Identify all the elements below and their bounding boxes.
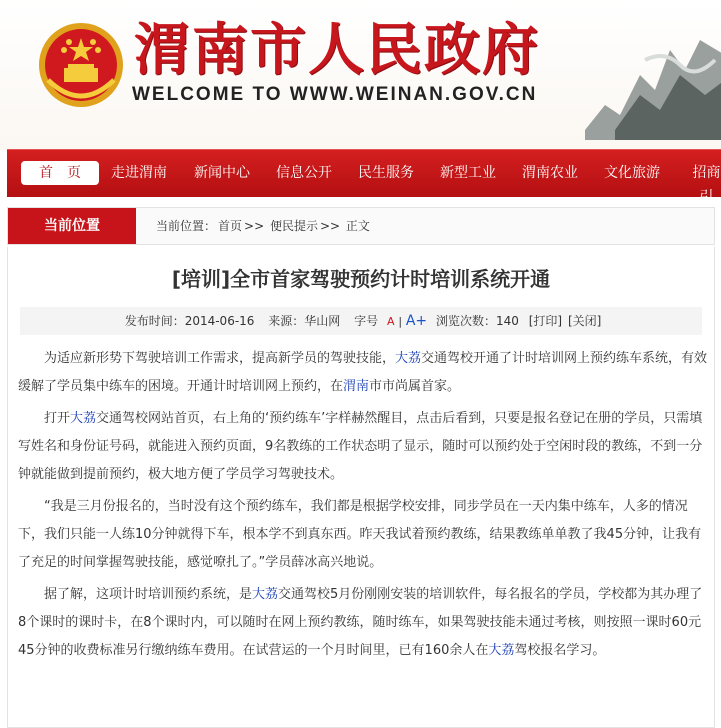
font-size-label: 字号 [354, 314, 379, 328]
text-run: 交通驾校5月份刚刚安装的培训软件，每名报名的学员，学校都为其办理了8个课时的课时卡，在8个课时内，可以随时在网上预约教练，随时练车，如果驾驶技能未通过考核，则按照一课时60元45分钟的收费标准另行缴纳练车费用。在试营运的一个月时间里，已有160余人在 [18, 587, 703, 658]
nav-item-news[interactable]: 新闻中心 [194, 165, 250, 181]
close-button[interactable]: [关闭] [567, 314, 602, 328]
text-run: 为适应新形势下驾驶培训工作需求，提高新学员的驾驶技能， [44, 351, 396, 366]
keyword-link[interactable]: 渭南 [343, 379, 370, 394]
article-meta [20, 307, 702, 335]
mountain-landscape-image [585, 20, 721, 140]
nav-item-industry[interactable]: 新型工业 [440, 165, 496, 181]
print-button[interactable]: [打印] [528, 314, 563, 328]
national-emblem-icon [36, 20, 126, 110]
breadcrumb-separator: >> [319, 219, 341, 233]
article-body [18, 345, 708, 669]
breadcrumb-current: 正文 [345, 219, 370, 233]
paragraph [18, 493, 708, 577]
nav-item-agriculture[interactable]: 渭南农业 [522, 165, 578, 181]
text-run: “我是三月份报名的，当时没有这个预约练车，我们都是根据学校安排，同步学员在一天内集中练车，人多的情况下，我们只能一人练10分钟就得下车，根本学不到真东西。昨天我试着预约教练，结果教练单单教了我45分钟，让我有了充足的时间掌握驾驶技能，感觉嘹扎了。”学员薛冰高兴地说。 [18, 499, 702, 570]
text-run: 市市尚属首家。 [369, 379, 461, 394]
font-separator: | [398, 315, 403, 328]
publish-date: 发布时间：2014-06-16 [124, 314, 255, 328]
text-run: 驾校报名学习。 [514, 643, 606, 658]
view-count: 浏览次数：140 [436, 314, 519, 328]
breadcrumb [7, 207, 715, 245]
text-run: 交通驾校网站首页，右上角的‘预约练车’字样赫然醒目，点击后看到，只要是报名登记在册的学员，只需填写姓名和身份证号码，就能进入预约页面，9名教练的工作状态明了显示，随时可以预约处于空闲时段的教练，不到一分钟就能做到提前预约，极大地方便了学员学习驾驶技术。 [18, 411, 703, 482]
breadcrumb-prefix: 当前位置： [156, 219, 217, 233]
nav-item-about[interactable]: 走进渭南 [111, 165, 167, 181]
site-title: 渭南市人民政府 [134, 17, 540, 83]
text-run: 交通驾校开通了计时培训网上预约练车系统，有效缓解了学员集中练车的困境。开通计时培训网上预约，在 [18, 351, 708, 394]
breadcrumb-home-link[interactable]: 首页 [218, 219, 243, 233]
paragraph [18, 405, 708, 489]
font-small-button[interactable]: A [386, 315, 395, 328]
text-run: 打开 [44, 411, 71, 426]
paragraph [18, 581, 708, 665]
paragraph [18, 345, 708, 401]
breadcrumb-path [156, 208, 372, 244]
text-run: 据了解，这项计时培训预约系统，是 [44, 587, 253, 602]
main-nav [7, 149, 721, 205]
article-title: [培训]全市首家驾驶预约计时培训系统开通 [171, 267, 551, 291]
breadcrumb-separator: >> [244, 219, 265, 233]
site-header [0, 0, 721, 150]
breadcrumb-label: 当前位置 [8, 208, 136, 244]
article [7, 247, 715, 728]
font-large-button[interactable]: A+ [405, 313, 428, 329]
nav-item-livelihood[interactable]: 民生服务 [358, 165, 414, 181]
keyword-link[interactable]: 大荔 [252, 587, 279, 602]
keyword-link[interactable]: 大荔 [70, 411, 97, 426]
nav-item-investment[interactable]: 招商引 [692, 165, 721, 205]
breadcrumb-section-link[interactable]: 便民提示 [269, 219, 318, 233]
keyword-link[interactable]: 大荔 [395, 351, 422, 366]
article-source: 来源：华山网 [268, 314, 341, 328]
nav-item-public-info[interactable]: 信息公开 [276, 165, 332, 181]
keyword-link[interactable]: 大荔 [488, 643, 515, 658]
site-subtitle: WELCOME TO WWW.WEINAN.GOV.CN [132, 84, 538, 105]
nav-item-home[interactable]: 首 页 [21, 161, 99, 185]
nav-item-tourism[interactable]: 文化旅游 [604, 165, 660, 181]
